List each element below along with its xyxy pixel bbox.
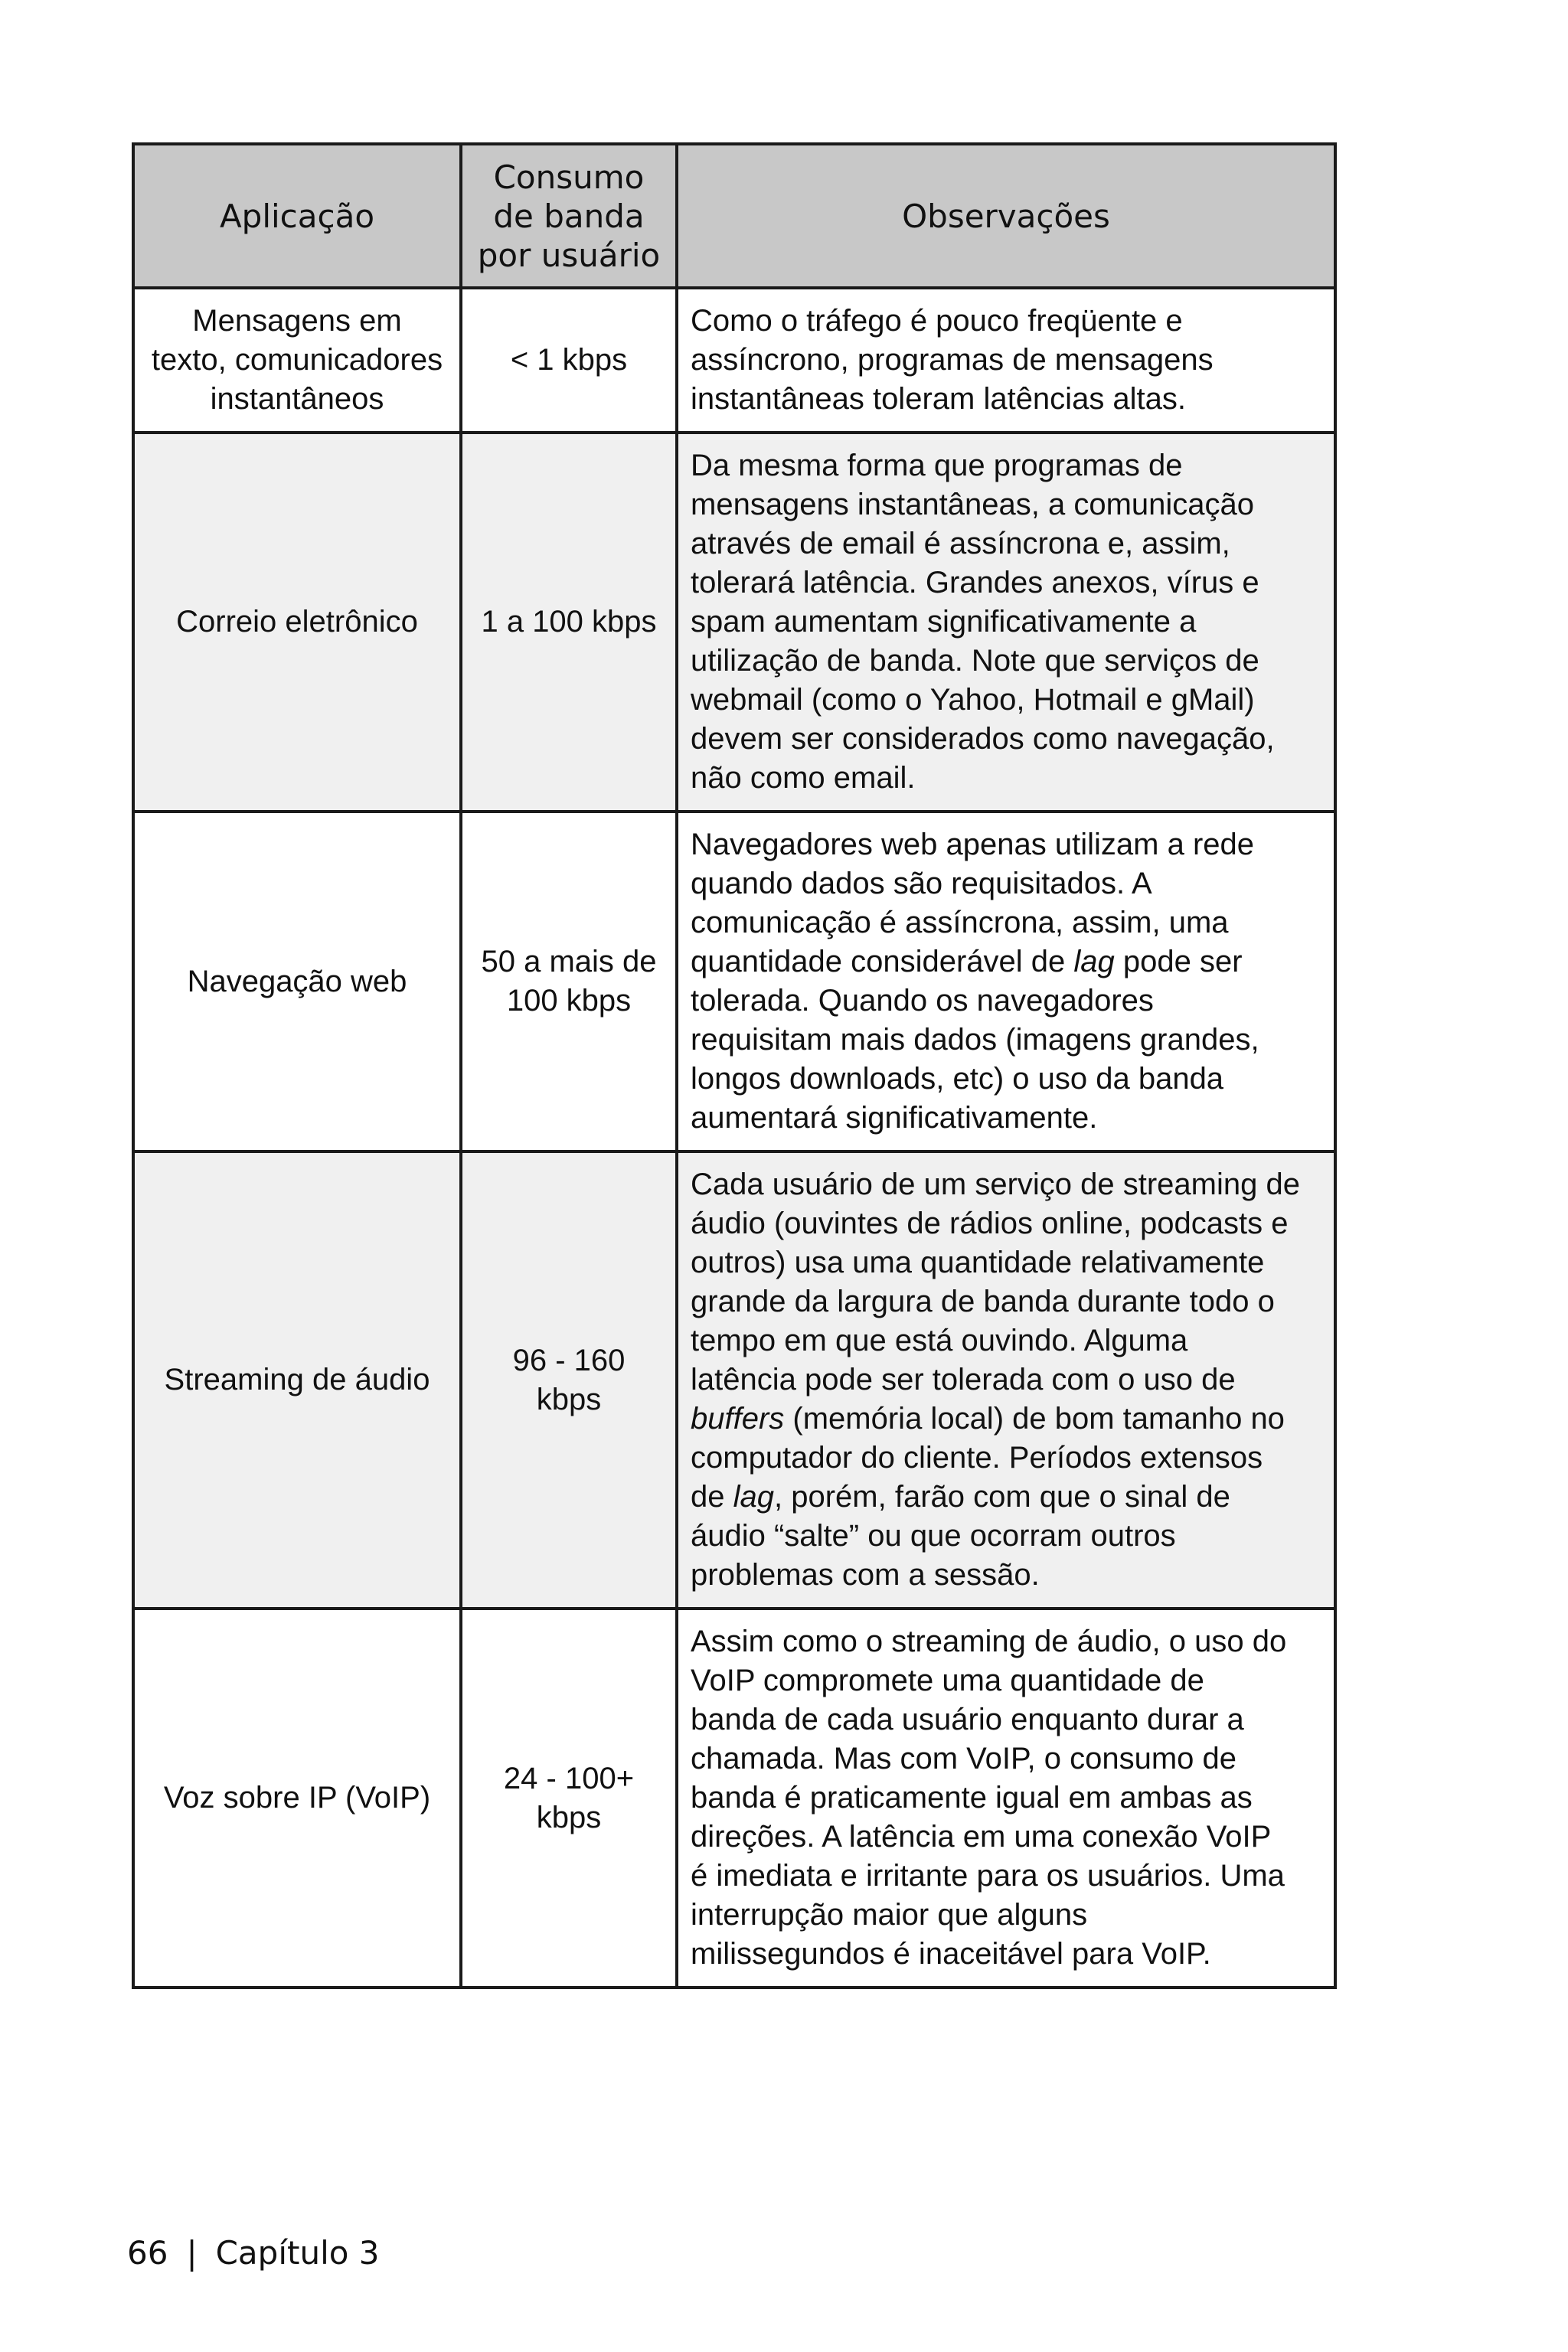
notes-italic-term: lag (733, 1480, 774, 1514)
notes-text: quantidade considerável de (691, 945, 1074, 978)
notes-line (691, 982, 1326, 1021)
notes-line (691, 1204, 1326, 1243)
table-row (133, 1152, 1335, 1609)
notes-line (691, 1740, 1326, 1779)
cell-notes (677, 433, 1335, 812)
notes-text: computador do cliente. Períodos extensos (691, 1441, 1263, 1475)
header-bandwidth (461, 144, 677, 288)
notes-line (691, 524, 1326, 564)
application-line: Correio eletrônico (176, 605, 418, 639)
notes-line (691, 942, 1326, 982)
notes-line (691, 446, 1326, 485)
notes-text: (memória local) de bom tamanho no (784, 1402, 1285, 1436)
cell-application (133, 433, 461, 812)
notes-line (691, 1700, 1326, 1740)
notes-text: Como o tráfego é pouco freqüente e (691, 304, 1183, 338)
bandwidth-line: < 1 kbps (510, 343, 628, 377)
notes-text: Assim como o streaming de áudio, o uso do (691, 1625, 1287, 1658)
notes-line (691, 1400, 1326, 1439)
notes-text: é imediata e irritante para os usuários. Uma (691, 1859, 1285, 1893)
notes-line (691, 903, 1326, 942)
notes-text: Cada usuário de um serviço de streaming de (691, 1168, 1300, 1201)
notes-line (691, 1021, 1326, 1060)
application-line: texto, comunicadores (151, 343, 443, 377)
application-line: Navegação web (187, 964, 407, 998)
notes-line (691, 1896, 1326, 1935)
table-row (133, 433, 1335, 812)
cell-bandwidth (461, 433, 677, 812)
notes-text: tolerará latência. Grandes anexos, vírus e (691, 566, 1259, 599)
bandwidth-line: 50 a mais de (481, 945, 657, 978)
header-application: Aplicação (133, 144, 461, 288)
bandwidth-line: 1 a 100 kbps (481, 605, 657, 639)
notes-text: Navegadores web apenas utilizam a rede (691, 828, 1254, 861)
notes-text: áudio (ouvintes de rádios online, podcasts e (691, 1207, 1289, 1240)
notes-line (691, 1165, 1326, 1204)
notes-line (691, 302, 1326, 341)
notes-text: áudio “salte” ou que ocorram outros (691, 1519, 1176, 1553)
notes-text: banda de cada usuário enquanto durar a (691, 1703, 1244, 1736)
notes-line (691, 564, 1326, 603)
application-line: instantâneos (210, 382, 384, 416)
notes-line (691, 485, 1326, 524)
notes-text: não como email. (691, 761, 916, 795)
notes-text: chamada. Mas com VoIP, o consumo de (691, 1742, 1236, 1775)
cell-notes (677, 1152, 1335, 1609)
notes-text: utilização de banda. Note que serviços de (691, 644, 1259, 678)
notes-text: tempo em que está ouvindo. Alguma (691, 1324, 1188, 1357)
table-header-row (133, 144, 1335, 288)
notes-text: pode ser (1114, 945, 1243, 978)
notes-line (691, 1818, 1326, 1857)
cell-application (133, 1609, 461, 1988)
header-notes: Observações (677, 144, 1335, 288)
notes-line (691, 681, 1326, 720)
application-line: Mensagens em (192, 304, 402, 338)
notes-line (691, 825, 1326, 864)
chapter-label: Capítulo 3 (215, 2234, 380, 2272)
notes-line (691, 1556, 1326, 1595)
footer-separator: | (186, 2234, 198, 2272)
notes-line (691, 1439, 1326, 1478)
application-line: Streaming de áudio (164, 1363, 430, 1396)
notes-line (691, 380, 1326, 419)
notes-text: devem ser considerados como navegação, (691, 722, 1275, 756)
bandwidth-table (132, 142, 1337, 1989)
table-body (133, 288, 1335, 1988)
cell-application (133, 1152, 461, 1609)
page-footer (127, 2234, 380, 2272)
bandwidth-line: 24 - 100+ (503, 1761, 635, 1795)
notes-text: milissegundos é inaceitável para VoIP. (691, 1937, 1211, 1971)
header-bandwidth-line: de banda (493, 197, 645, 235)
bandwidth-line: 100 kbps (506, 984, 632, 1018)
cell-bandwidth (461, 1609, 677, 1988)
notes-italic-term: buffers (691, 1402, 785, 1436)
page-number: 66 (127, 2234, 168, 2272)
header-bandwidth-line: por usuário (477, 236, 661, 274)
notes-text: Da mesma forma que programas de (691, 449, 1183, 482)
notes-line (691, 1282, 1326, 1321)
notes-text: aumentará significativamente. (691, 1101, 1098, 1135)
cell-bandwidth (461, 1152, 677, 1609)
bandwidth-line: 96 - 160 (512, 1343, 626, 1377)
cell-notes (677, 1609, 1335, 1988)
notes-text: direções. A latência em uma conexão VoIP (691, 1820, 1272, 1854)
header-bandwidth-line: Consumo (493, 158, 645, 196)
notes-text: através de email é assíncrona e, assim, (691, 527, 1230, 560)
notes-text: grande da largura de banda durante todo o (691, 1285, 1275, 1318)
notes-text: banda é praticamente igual em ambas as (691, 1781, 1253, 1815)
notes-text: , porém, farão com que o sinal de (774, 1480, 1230, 1514)
notes-line (691, 1935, 1326, 1974)
notes-text: latência pode ser tolerada com o uso de (691, 1363, 1236, 1396)
bandwidth-line: kbps (536, 1382, 602, 1416)
notes-text: requisitam mais dados (imagens grandes, (691, 1023, 1259, 1057)
notes-italic-term: lag (1073, 945, 1115, 978)
bandwidth-line: kbps (536, 1800, 602, 1834)
notes-line (691, 642, 1326, 681)
notes-line (691, 1060, 1326, 1099)
notes-text: tolerada. Quando os navegadores (691, 984, 1154, 1018)
notes-line (691, 1622, 1326, 1661)
notes-line (691, 864, 1326, 903)
notes-line (691, 1517, 1326, 1556)
notes-text: assíncrono, programas de mensagens (691, 343, 1214, 377)
notes-text: longos downloads, etc) o uso da banda (691, 1062, 1224, 1096)
notes-line (691, 759, 1326, 798)
notes-text: mensagens instantâneas, a comunicação (691, 488, 1255, 521)
cell-notes (677, 812, 1335, 1152)
cell-application (133, 288, 461, 433)
notes-text: quando dados são requisitados. A (691, 867, 1152, 900)
notes-line (691, 1321, 1326, 1361)
cell-bandwidth (461, 288, 677, 433)
notes-text: problemas com a sessão. (691, 1558, 1040, 1592)
cell-application (133, 812, 461, 1152)
notes-text: VoIP compromete uma quantidade de (691, 1664, 1204, 1697)
notes-line (691, 720, 1326, 759)
application-line: Voz sobre IP (VoIP) (163, 1781, 431, 1815)
notes-line (691, 1779, 1326, 1818)
notes-line (691, 1857, 1326, 1896)
notes-text: spam aumentam significativamente a (691, 605, 1197, 639)
notes-text: outros) usa uma quantidade relativamente (691, 1246, 1265, 1279)
notes-text: de (691, 1480, 733, 1514)
cell-notes (677, 288, 1335, 433)
cell-bandwidth (461, 812, 677, 1152)
table-row (133, 1609, 1335, 1988)
notes-text: comunicação é assíncrona, assim, uma (691, 906, 1229, 939)
table-row (133, 812, 1335, 1152)
notes-line (691, 1361, 1326, 1400)
table-row (133, 288, 1335, 433)
notes-line (691, 1243, 1326, 1282)
notes-line (691, 1661, 1326, 1700)
notes-line (691, 603, 1326, 642)
notes-line (691, 1099, 1326, 1138)
notes-line (691, 1478, 1326, 1517)
notes-text: webmail (como o Yahoo, Hotmail e gMail) (691, 683, 1255, 717)
notes-text: instantâneas toleram latências altas. (691, 382, 1187, 416)
notes-line (691, 341, 1326, 380)
notes-text: interrupção maior que alguns (691, 1898, 1088, 1932)
